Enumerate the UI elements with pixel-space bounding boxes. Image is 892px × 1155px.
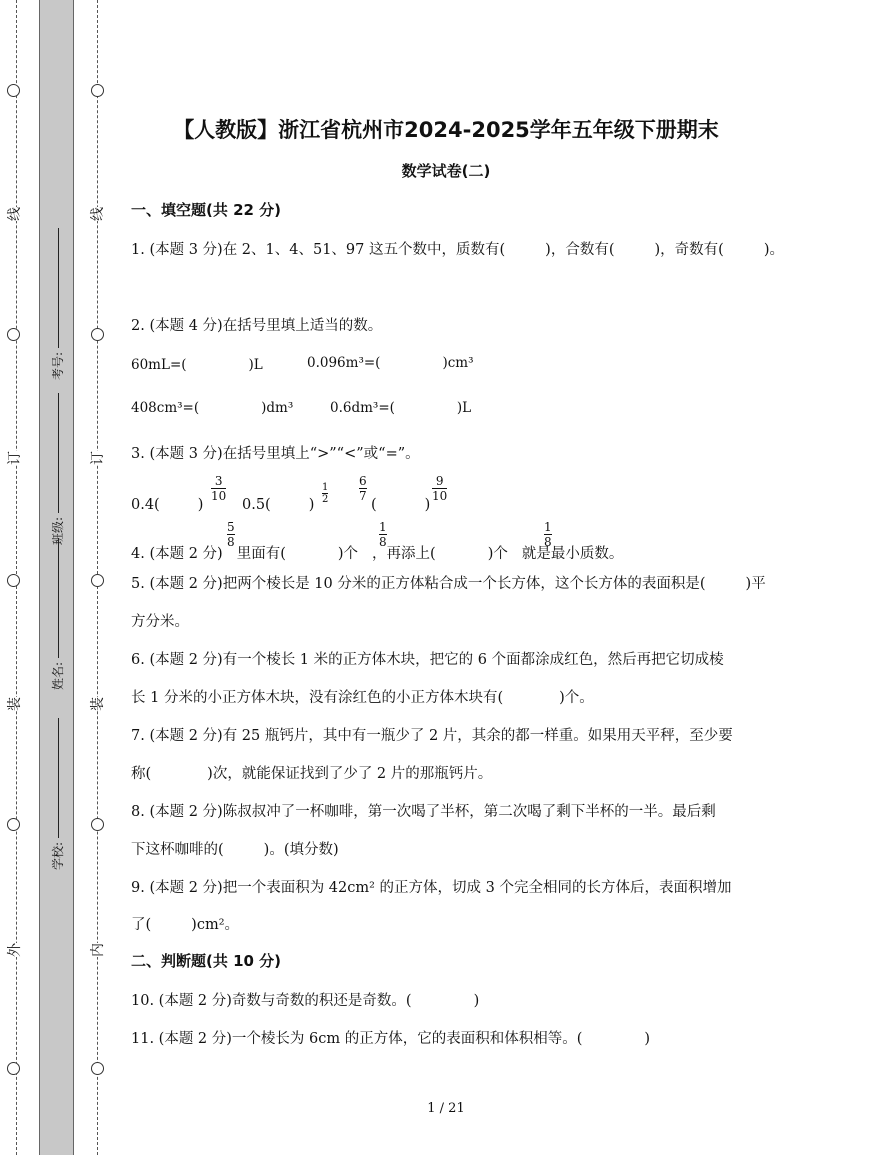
field-label: 考号: (51, 351, 65, 380)
class-field[interactable] (49, 393, 66, 545)
q3-item: 0.4( ) (131, 497, 204, 513)
q3-item: ( ) (371, 497, 431, 513)
q2-item: 408cm³=( )dm³ (131, 400, 294, 416)
binding-hole (91, 328, 104, 341)
q2-item: 60mL=( )L (131, 357, 263, 373)
question-6-line-2: 长 1 分米的小正方体木块，没有涂红色的小正方体木块有( )个。 (131, 690, 594, 706)
margin-char: 装 (85, 697, 109, 711)
margin-char: 订 (85, 451, 109, 465)
field-label: 班级: (51, 516, 65, 545)
question-8-line-2: 下这杯咖啡的( )。(填分数) (131, 842, 339, 858)
field-label: 姓名: (51, 661, 65, 690)
school-field[interactable] (49, 718, 66, 870)
fraction: 1 2 (322, 482, 329, 505)
binding-hole (7, 818, 20, 831)
page-subtitle: 数学试卷(二) (401, 162, 491, 180)
question-5: 5. (本题 2 分)把两个棱长是 10 分米的正方体粘合成一个长方体，这个长方体的表面积是( )平 (131, 576, 766, 592)
fraction: 5 8 (227, 520, 235, 549)
page-title: 【人教版】浙江省杭州市2024-2025学年五年级下册期末 (173, 118, 719, 142)
fraction: 1 8 (544, 520, 552, 549)
margin-char: 订 (2, 451, 26, 465)
margin-char: 装 (2, 697, 26, 711)
question-1: 1. (本题 3 分)在 2、1、4、51、97 这五个数中，质数有( )，合数有( )，奇数有( )。 (131, 242, 784, 258)
fraction: 6 7 (359, 474, 367, 503)
q2-item: 0.096m³=( )cm³ (307, 355, 474, 371)
margin-char: 内 (85, 943, 109, 957)
fraction: 9 10 (432, 474, 448, 503)
binding-hole (7, 1062, 20, 1075)
binding-hole (91, 574, 104, 587)
exam-number-field[interactable] (49, 228, 66, 380)
page-number: 1 / 21 (427, 1101, 465, 1116)
name-field[interactable] (49, 538, 66, 690)
question-9: 9. (本题 2 分)把一个表面积为 42cm² 的正方体，切成 3 个完全相同的长方体后，表面积增加 (131, 880, 732, 896)
margin-char: 线 (2, 207, 26, 221)
fraction: 1 8 (379, 520, 387, 549)
question-8: 8. (本题 2 分)陈叔叔冲了一杯咖啡，第一次喝了半杯，第二次喝了剩下半杯的一半。最后剩 (131, 804, 716, 820)
question-6: 6. (本题 2 分)有一个棱长 1 米的正方体木块，把它的 6 个面都涂成红色，然后再把它切成棱 (131, 652, 724, 668)
q2-item: 0.6dm³=( )L (330, 400, 472, 416)
question-9-line-2: 了( )cm²。 (131, 917, 240, 933)
question-7-line-2: 称( )次，就能保证找到了少了 2 片的那瓶钙片。 (131, 766, 493, 782)
question-2: 2. (本题 4 分)在括号里填上适当的数。 (131, 318, 383, 334)
section-heading: 一、填空题(共 22 分) (131, 201, 282, 219)
binding-hole (91, 1062, 104, 1075)
field-label: 学校: (51, 841, 65, 870)
question-7: 7. (本题 2 分)有 25 瓶钙片，其中有一瓶少了 2 片，其余的都一样重。如果用天平秤，至少要 (131, 728, 733, 744)
question-4: 4. (本题 2 分) 里面有( )个 ，再添上( )个 就是最小质数。 (131, 546, 624, 562)
fraction: 3 10 (211, 474, 227, 503)
q3-item: 0.5( ) (242, 497, 315, 513)
section-heading: 二、判断题(共 10 分) (131, 952, 282, 970)
question-11: 11. (本题 2 分)一个棱长为 6cm 的正方体，它的表面积和体积相等。( ) (131, 1031, 651, 1047)
binding-hole (91, 818, 104, 831)
question-3: 3. (本题 3 分)在括号里填上“>”“<”或“=”。 (131, 446, 420, 462)
binding-hole (7, 84, 20, 97)
binding-hole (7, 328, 20, 341)
margin-char: 线 (85, 207, 109, 221)
margin-char: 外 (2, 943, 26, 957)
binding-hole (91, 84, 104, 97)
question-5-line-2: 方分米。 (131, 614, 189, 630)
binding-hole (7, 574, 20, 587)
question-10: 10. (本题 2 分)奇数与奇数的积还是奇数。( ) (131, 993, 480, 1009)
